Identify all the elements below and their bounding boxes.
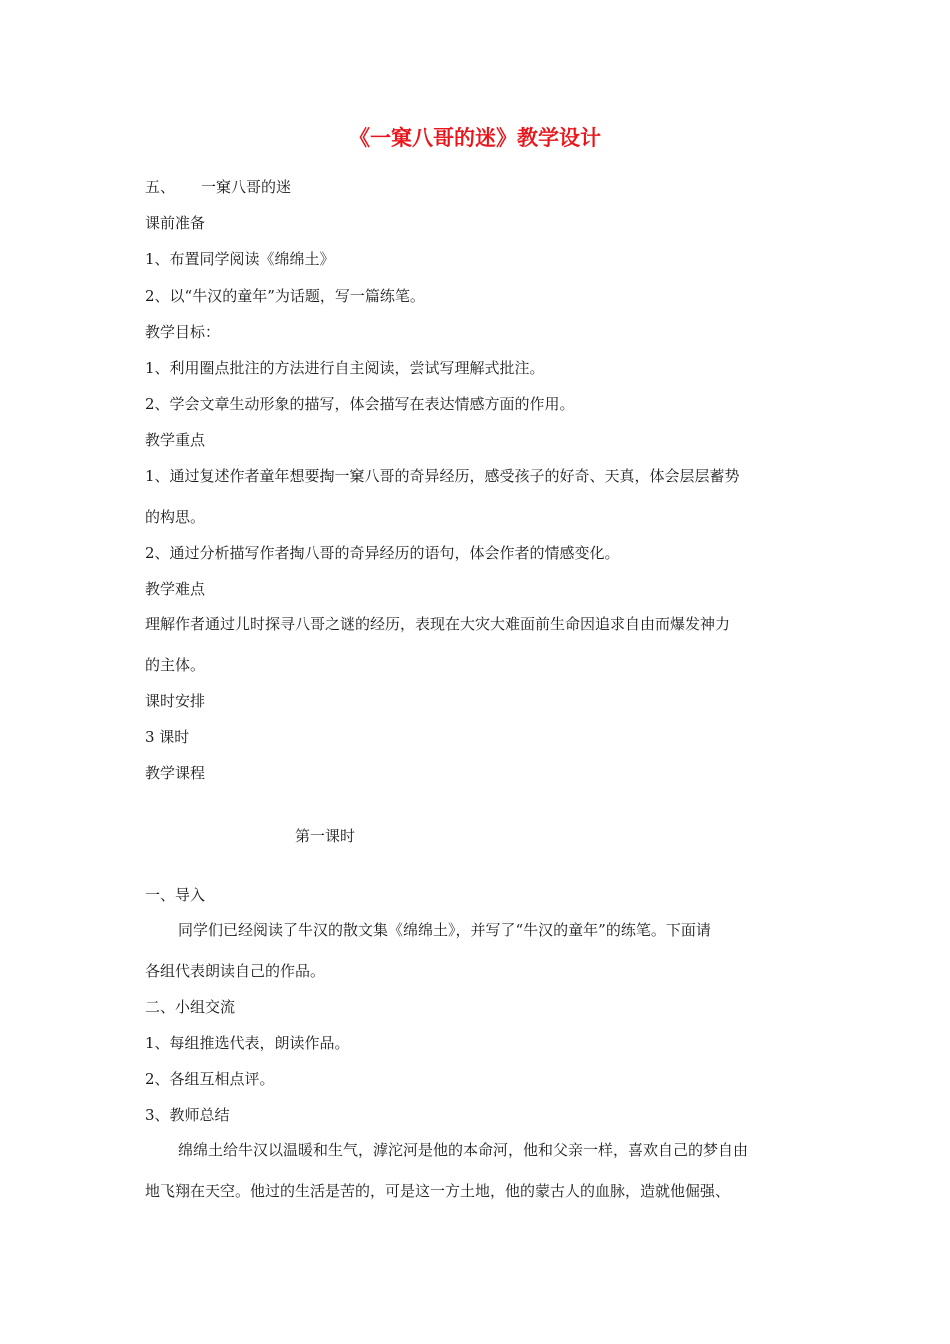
paragraph-continued: 的主体。 [145,656,206,674]
paragraph: 2、以“牛汉的童年”为话题，写一篇练笔。 [145,287,425,305]
section-number: 五、 [145,178,176,196]
paragraph: 1、布置同学阅读《绵绵土》 [145,250,335,268]
paragraph: 1、利用圈点批注的方法进行自主阅读，尝试写理解式批注。 [145,359,545,377]
heading-schedule: 课时安排 [145,692,206,710]
heading-introduction: 一、导入 [145,886,206,904]
heading-difficulties: 教学难点 [145,580,206,598]
paragraph-continued: 的构思。 [145,508,206,526]
paragraph: 3 课时 [145,728,190,746]
paragraph: 2、各组互相点评。 [145,1070,275,1088]
paragraph: 2、学会文章生动形象的描写，体会描写在表达情感方面的作用。 [145,395,575,413]
heading-goals: 教学目标： [145,323,221,341]
section-title: 一窠八哥的迷 [201,178,292,196]
heading-course: 教学课程 [145,764,206,782]
paragraph-continued: 各组代表朗读自己的作品。 [145,962,326,980]
heading-key-points: 教学重点 [145,431,206,449]
paragraph: 3、教师总结 [145,1106,230,1124]
paragraph: 理解作者通过儿时探寻八哥之谜的经历，表现在大灾大难面前生命因追求自由而爆发神力 [145,615,731,633]
paragraph: 绵绵土给牛汉以温暖和生气，滹沱河是他的本命河，他和父亲一样，喜欢自己的梦自由 [178,1141,749,1159]
paragraph: 1、通过复述作者童年想要掏一窠八哥的奇异经历，感受孩子的好奇、天真，体会层层蓄势 [145,467,740,485]
heading-group-exchange: 二、小组交流 [145,998,236,1016]
lesson-heading: 第一课时 [295,827,356,845]
document-title: 《一窠八哥的迷》教学设计 [349,126,601,150]
paragraph: 同学们已经阅读了牛汉的散文集《绵绵土》，并写了“牛汉的童年”的练笔。下面请 [178,921,711,939]
paragraph: 1、每组推选代表，朗读作品。 [145,1034,350,1052]
paragraph-continued: 地飞翔在天空。他过的生活是苦的，可是这一方土地，他的蒙古人的血脉，造就他倔强、 [145,1182,731,1200]
heading-preparation: 课前准备 [145,214,206,232]
paragraph: 2、通过分析描写作者掏八哥的奇异经历的语句，体会作者的情感变化。 [145,544,620,562]
section-heading [145,176,810,198]
